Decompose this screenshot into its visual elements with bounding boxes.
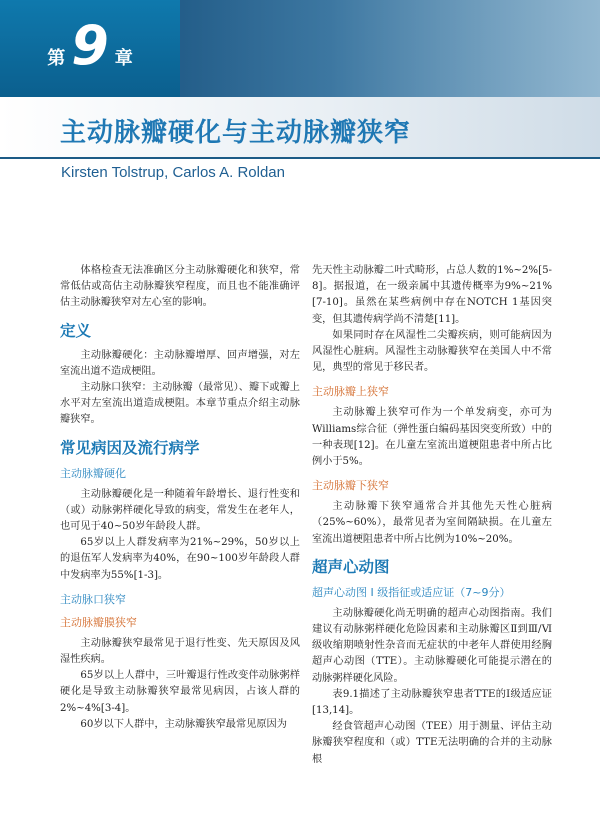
sclerosis-paragraph-2: 65岁以上人群发病率为21%~29%，50岁以上的退伍军人发病率为40%，在90~100岁年龄段人群中发病率为55%[1-3]。 [60, 537, 300, 581]
subvalvular-heading: 主动脉瓣下狭窄 [312, 479, 389, 493]
chapter-prefix: 第 [47, 47, 66, 69]
echo-heading: 超声心动图 [312, 557, 390, 576]
left-column [60, 263, 300, 733]
supravalvular-heading: 主动脉瓣上狭窄 [312, 385, 389, 399]
valvular-paragraph-3: 60岁以下人群中，主动脉瓣狭窄最常见原因为 [80, 718, 287, 730]
indication-paragraph-2: 表9.1描述了主动脉瓣狭窄患者TTE的I级适应证[13,14]。 [312, 688, 552, 717]
title-divider [0, 157, 600, 159]
etiology-heading: 常见病因及流行病学 [60, 438, 200, 457]
indication-paragraph-3: 经食管超声心动图（TEE）用于测量、评估主动脉瓣狭窄程度和（或）TTE无法明确的合并的主动脉根 [312, 721, 552, 765]
valvular-stenosis-heading: 主动脉瓣膜狭窄 [60, 615, 137, 629]
valvular-paragraph-2: 65岁以上人群中，三叶瓣退行性改变伴动脉粥样硬化是导致主动脉瓣狭窄最常见病因，占该人群的2%~4%[3-4]。 [60, 670, 300, 714]
supravalvular-paragraph: 主动脉瓣上狭窄可作为一个单发病变，亦可为Williams综合征（弹性蛋白编码基因突变所致）中的一种表现[12]。在儿童左室流出道梗阻患者中所占比例小于5%。 [312, 407, 552, 468]
subvalvular-paragraph: 主动脉瓣下狭窄通常合并其他先天性心脏病（25%~60%），最常见者为室间隔缺损。在儿童左室流出道梗阻患者中所占比例为10%~20%。 [312, 501, 552, 545]
chapter-title: 主动脉瓣硬化与主动脉瓣狭窄 [60, 118, 412, 148]
stenosis-heading: 主动脉口狭窄 [60, 592, 126, 606]
right-column [312, 263, 552, 768]
definition-paragraph-2: 主动脉口狭窄：主动脉瓣（最常见）、瓣下或瓣上水平对左室流出道造成梗阻。本章节重点介绍主动脉瓣狭窄。 [60, 382, 300, 426]
valvular-paragraph-1: 主动脉瓣狭窄最常见于退行性变、先天原因及风湿性疾病。 [60, 637, 300, 666]
chapter-number-box [0, 0, 180, 97]
rheumatic-paragraph: 如果同时存在风湿性二尖瓣疾病，则可能病因为风湿性心脏病。风湿性主动脉瓣狭窄在美国人中不常见，典型的常见于移民者。 [312, 329, 552, 374]
definition-paragraph-1: 主动脉瓣硬化：主动脉瓣增厚、回声增强，对左室流出道不造成梗阻。 [60, 349, 300, 377]
authors: Kirsten Tolstrup, Carlos A. Roldan [61, 164, 285, 181]
definition-heading: 定义 [60, 321, 92, 340]
sclerosis-heading: 主动脉瓣硬化 [60, 466, 126, 480]
continued-paragraph: 先天性主动脉瓣二叶式畸形，占总人数的1%~2%[5-8]。据报道，在一级亲属中其遗传概率为9%~21%[7-10]。虽然在某些病例中存在NOTCH 1基因突变，但其遗传病学尚不清楚[11]。 [312, 265, 552, 325]
chapter-number: 9 [71, 13, 109, 77]
intro-paragraph: 体格检查无法准确区分主动脉瓣硬化和狭窄，常常低估或高估主动脉瓣狭窄程度，而且也不能准确评估主动脉瓣狭窄对左心室的影响。 [60, 265, 300, 309]
sclerosis-paragraph-1: 主动脉瓣硬化是一种随着年龄增长、退行性变和（或）动脉粥样硬化导致的病变，常发生在老年人，也可见于40~50岁年龄段人群。 [60, 488, 300, 533]
indication-heading: 超声心动图 I 级指征或适应证（7~9分） [312, 585, 511, 599]
indication-paragraph-1: 主动脉瓣硬化尚无明确的超声心动图指南。我们建议有动脉粥样硬化危险因素和主动脉瓣区Ⅱ到Ⅲ/Ⅵ级收缩期喷射性杂音而无症状的中老年人群使用经胸超声心动图（TTE）。主动脉瓣硬化可能提示潜在的动脉粥样硬化风险。 [312, 607, 552, 684]
chapter-suffix: 章 [114, 47, 133, 69]
